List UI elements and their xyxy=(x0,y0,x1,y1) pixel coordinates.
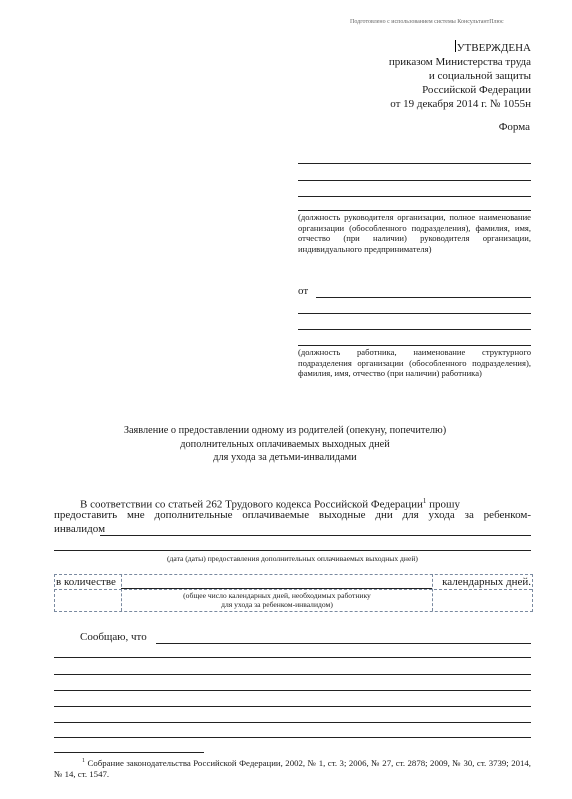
approval-line: приказом Министерства труда xyxy=(388,56,531,68)
approval-title: УТВЕРЖДЕНА xyxy=(456,42,531,54)
quantity-right-label: календарных дней. xyxy=(442,576,531,588)
text-cursor xyxy=(455,40,456,52)
report-line[interactable] xyxy=(54,722,531,723)
title-line: дополнительных оплачиваемых выходных дней xyxy=(180,438,390,450)
from-line[interactable] xyxy=(298,345,531,346)
body-third-line: инвалидом xyxy=(54,523,106,535)
quantity-left-label: в количестве xyxy=(56,576,116,588)
report-line[interactable] xyxy=(156,643,531,644)
dates-caption: (дата (даты) предоставления дополнительных оплачиваемых выходных дней) xyxy=(167,554,418,563)
table-divider xyxy=(432,574,433,611)
addressee-line[interactable] xyxy=(298,196,531,197)
approval-line: и социальной защиты xyxy=(428,70,531,82)
dates-line[interactable] xyxy=(54,550,531,551)
dates-line[interactable] xyxy=(100,535,531,536)
body-first-line: В соответствии со статьей 262 Трудового кодекса Российской Федерации$^1$ прошу xyxy=(80,497,460,511)
title-line: для ухода за детьми-инвалидами xyxy=(213,452,357,463)
report-line[interactable] xyxy=(54,737,531,738)
body-second-line: предоставить мне дополнительные оплачиваемые выходные дни для ухода за ребенком- xyxy=(54,509,531,521)
title-line: Заявление о предоставлении одному из родителей (опекуну, попечителю) xyxy=(123,425,447,436)
from-line[interactable] xyxy=(298,329,531,330)
quantity-line[interactable] xyxy=(121,588,432,589)
footnote-ref: 1 xyxy=(422,497,427,505)
footnote-separator xyxy=(54,752,204,753)
quantity-caption: (общее число календарных дней, необходимых работнику для ухода за ребенком-инвалидом) xyxy=(183,591,371,609)
approval-block xyxy=(330,40,531,111)
from-caption: (должность работника, наименование структурного подразделения организации (обособленного подразделения), фамилия, имя, отчество (при наличии) работника) xyxy=(298,347,531,378)
from-prefix: от xyxy=(298,285,309,297)
table-divider xyxy=(54,589,532,590)
approval-line: от 19 декабря 2014 г. № 1055н xyxy=(390,98,531,110)
report-line[interactable] xyxy=(54,690,531,691)
header-note: Подготовлено с использованием системы КонсультантПлюс xyxy=(350,19,504,25)
footnote-mark: 1 xyxy=(82,758,85,764)
addressee-line[interactable] xyxy=(298,180,531,181)
from-line[interactable] xyxy=(298,313,531,314)
addressee-caption: (должность руководителя организации, полное наименование организации (обособленного подразделения), фамилия, имя, отчество (при наличии) руководителя организации, индивидуального предпринимателя) xyxy=(298,212,531,254)
report-line[interactable] xyxy=(54,706,531,707)
addressee-line[interactable] xyxy=(298,163,531,164)
approval-line: Российской Федерации xyxy=(422,84,531,96)
addressee-line[interactable] xyxy=(298,210,531,211)
report-line[interactable] xyxy=(54,657,531,658)
footnote: $^1$ Собрание законодательства Российской Федерации, 2002, № 1, ст. 3; 2006, № 27, ст. 2878; 2009, № 30, ст. 3739; 2014, № 14, ст. 1547. xyxy=(54,757,531,779)
report-line[interactable] xyxy=(54,674,531,675)
report-label: Сообщаю, что xyxy=(80,631,147,643)
document-title xyxy=(60,424,510,465)
from-line[interactable] xyxy=(316,297,531,298)
form-label: Форма xyxy=(498,121,530,133)
